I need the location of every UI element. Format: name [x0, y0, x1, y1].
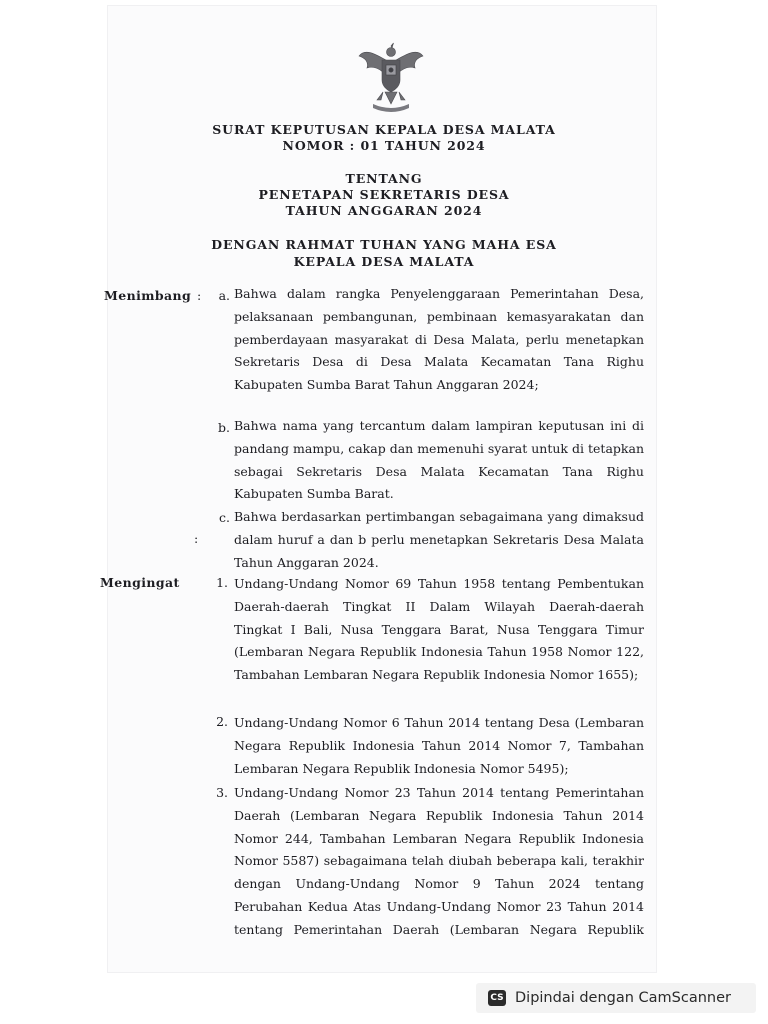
- mengingat-item-1: Undang-Undang Nomor 69 Tahun 1958 tentang Pembentukan Daerah-daerah Tingkat II Dalam Wilayah Daerah-daerah Tingkat I Bali, Nusa Tenggara Barat, Nusa Tenggara Timur (Lembaran Negara Republik Indonesia Tahun 1958 Nomor 122, Tambahan Lembaran Negara Republik Indonesia Nomor 1655);: [234, 576, 644, 683]
- subject-line-1: PENETAPAN SEKRETARIS DESA: [258, 187, 510, 202]
- menimbang-extra-colon: :: [194, 531, 199, 546]
- camscanner-badge: [476, 983, 756, 1013]
- decree-title: SURAT KEPUTUSAN KEPALA DESA MALATA: [212, 122, 556, 137]
- garuda-emblem-icon: [355, 42, 427, 114]
- menimbang-marker-a: a.: [218, 288, 230, 303]
- about-heading: TENTANG: [345, 171, 423, 186]
- menimbang-marker-c: c.: [219, 510, 230, 525]
- camscanner-icon: CS: [488, 990, 506, 1006]
- mengingat-label: Mengingat: [100, 575, 180, 590]
- menimbang-item-b: Bahwa nama yang tercantum dalam lampiran keputusan ini di pandang mampu, cakap dan memenuhi syarat untuk di tetapkan sebagai Sekretaris Desa Malata Kecamatan Tana Righu Kabupaten Sumba Barat.: [234, 418, 644, 502]
- mengingat-item-2: Undang-Undang Nomor 6 Tahun 2014 tentang Desa (Lembaran Negara Republik Indonesia Tahun 2014 Nomor 7, Tambahan Lembaran Negara Republik Indonesia Nomor 5495);: [234, 715, 644, 776]
- mengingat-marker-2: 2.: [216, 714, 228, 729]
- menimbang-colon: :: [197, 288, 202, 303]
- invocation-line-2: KEPALA DESA MALATA: [293, 254, 475, 269]
- mengingat-marker-1: 1.: [216, 575, 228, 590]
- mengingat-item-3: Undang-Undang Nomor 23 Tahun 2014 tentang Pemerintahan Daerah (Lembaran Negara Republik Indonesia Tahun 2014 Nomor 244, Tambahan Lembaran Negara Republik Indonesia Nomor 5587) sebagaimana telah diubah beberapa kali, terakhir dengan Undang-Undang Nomor 9 Tahun 2024 tentang Perubahan Kedua Atas Undang-Undang Nomor 23 Tahun 2014 tentang Pemerintahan Daerah (Lembaran Negara Republik: [234, 785, 644, 937]
- subject-line-2: TAHUN ANGGARAN 2024: [285, 203, 483, 218]
- mengingat-marker-3: 3.: [216, 785, 228, 800]
- invocation-line-1: DENGAN RAHMAT TUHAN YANG MAHA ESA: [211, 237, 557, 252]
- menimbang-item-a: Bahwa dalam rangka Penyelenggaraan Pemerintahan Desa, pelaksanaan pembangunan, pembinaan kemasyarakatan dan pemberdayaan masyarakat di Desa Malata, perlu menetapkan Sekretaris Desa di Desa Malata Kecamatan Tana Righu Kabupaten Sumba Barat Tahun Anggaran 2024;: [234, 286, 644, 393]
- decree-number: NOMOR : 01 TAHUN 2024: [282, 138, 486, 153]
- menimbang-item-c: Bahwa berdasarkan pertimbangan sebagaimana yang dimaksud dalam huruf a dan b perlu menetapkan Sekretaris Desa Malata Tahun Anggaran 2024.: [234, 509, 644, 570]
- camscanner-text: Dipindai dengan CamScanner: [515, 990, 732, 1006]
- menimbang-label: Menimbang: [104, 288, 192, 303]
- menimbang-marker-b: b.: [218, 420, 230, 435]
